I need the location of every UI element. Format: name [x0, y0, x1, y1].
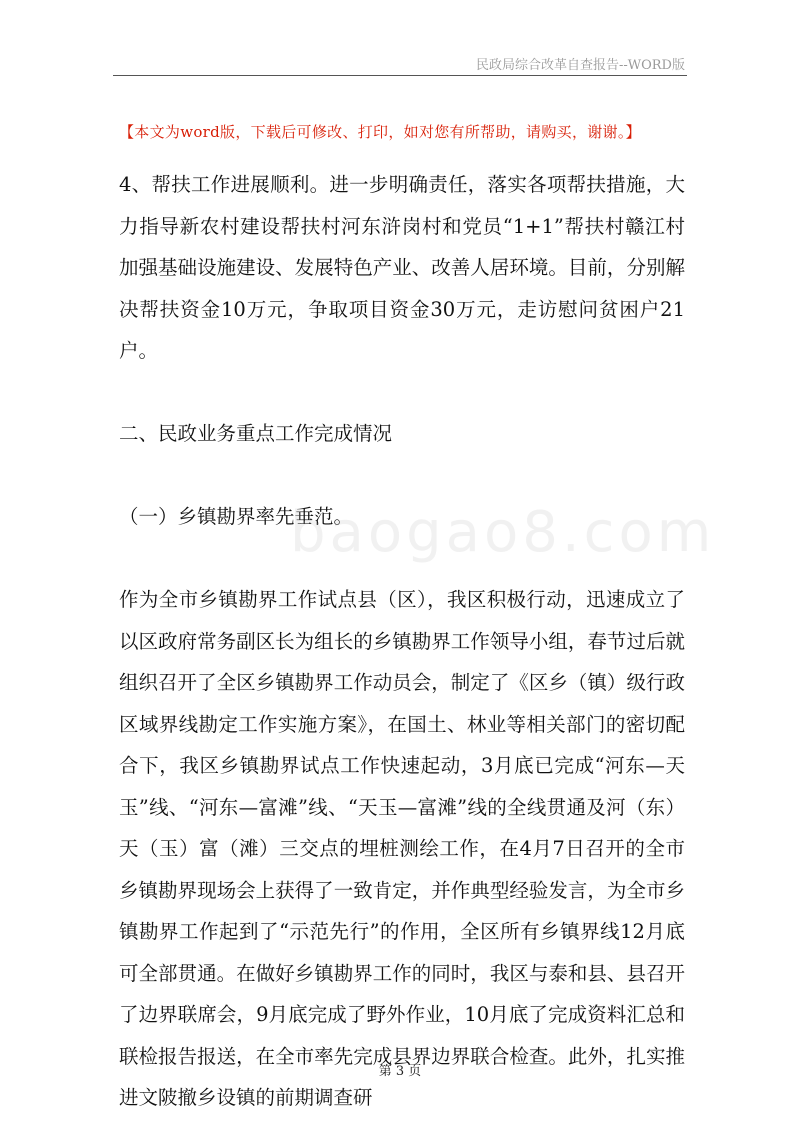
paragraph-boundary-survey: 作为全市乡镇勘界工作试点县（区），我区积极行动，迅速成立了以区政府常务副区长为组长的乡镇勘界工作领导小组，春节过后就组织召开了全区乡镇勘界工作动员会，制定了《区乡（镇）级行政区域界线勘定工作实施方案》，在国土、林业等相关部门的密切配合下，我区乡镇勘界试点工作快速起动，3月底已完成“河东—天玉”线、“河东—富滩”线、“天玉—富滩”线的全线贯通及河（东）天（玉）富（滩）三交点的埋桩测绘工作，在4月7日召开的全市乡镇勘界现场会上获得了一致肯定，并作典型经验发言，为全市乡镇勘界工作起到了“示范先行”的作用，全区所有乡镇界线12月底可全部贯通。在做好乡镇勘界工作的同时，我区与泰和县、县召开了边界联席会，9月底完成了野外作业，10月底了完成资料汇总和联检报告报送，在全市率先完成县界边界联合检查。此外，扎实推进文陂撤乡设镇的前期调查研 [119, 588, 685, 1109]
section-heading: 二、民政业务重点工作完成情况 [119, 422, 393, 445]
page-header-title: 民政局综合改革自查报告--WORD版 [475, 58, 685, 73]
subsection-heading: （一）乡镇勘界率先垂范。 [119, 505, 354, 528]
header-rule [113, 75, 687, 76]
purchase-notice: 【本文为word版，下载后可修改、打印，如对您有所帮助，请购买，谢谢。】 [119, 123, 641, 141]
paragraph-assistance-work: 4、帮扶工作进展顺利。进一步明确责任，落实各项帮扶措施，大力指导新农村建设帮扶村河东浒岗村和党员“1+1”帮扶村赣江村加强基础设施建设、发展特色产业、改善人居环境。目前，分别解决帮扶资金10万元，争取项目资金30万元，走访慰问贫困户21户。 [119, 173, 685, 362]
page-number: 第 3 页 [378, 1064, 422, 1079]
watermark: baogao8.com [290, 500, 716, 565]
document-body [119, 164, 685, 1119]
